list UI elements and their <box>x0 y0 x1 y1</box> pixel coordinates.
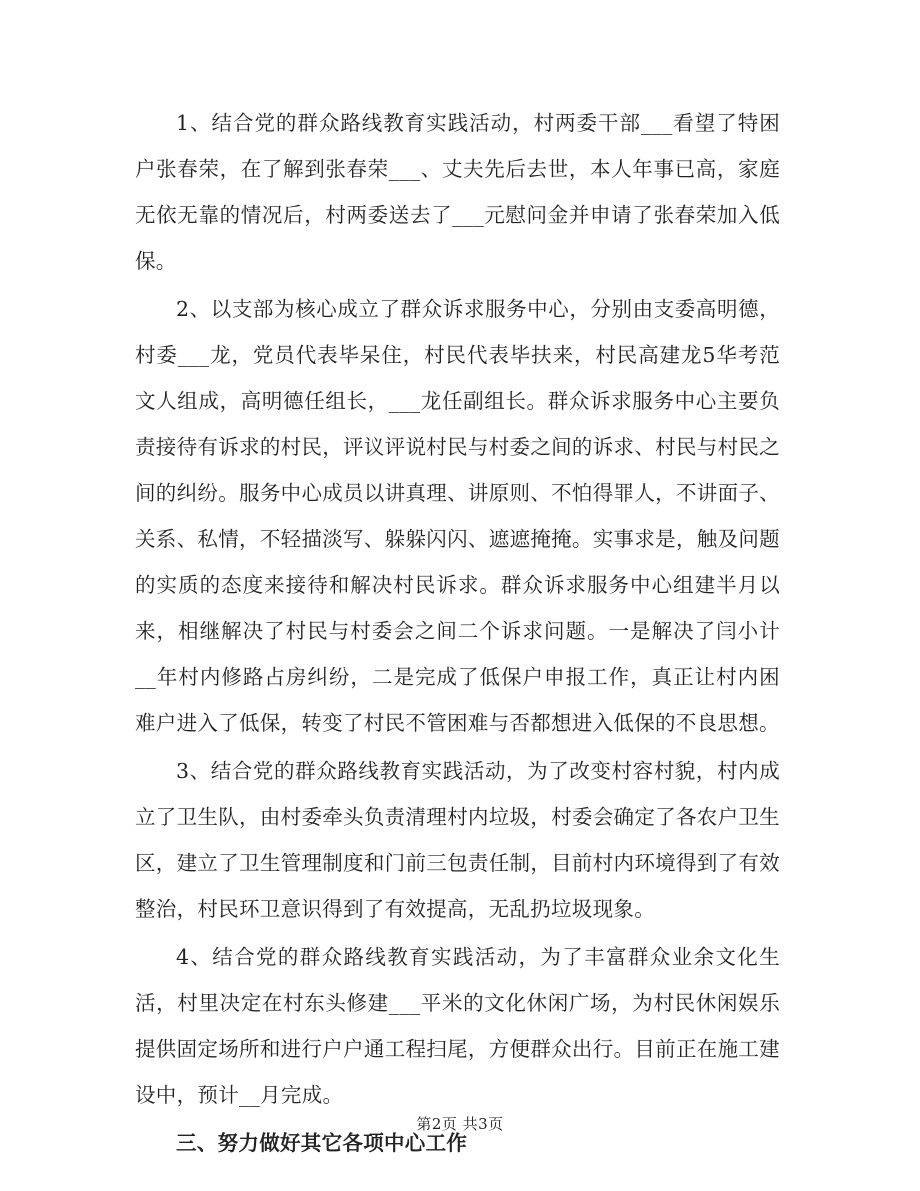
section-heading: 三、努力做好其它各项中心工作 <box>176 1131 468 1155</box>
paragraph-3: 3、结合党的群众路线教育实践活动，为了改变村容村貌，村内成立了卫生队，由村委牵头负责清理村内垃圾，村委会确定了各农户卫生区，建立了卫生管理制度和门前三包责任制，目前村内环境得到了有效整治，村民环卫意识得到了有效提高，无乱扔垃圾现象。 <box>135 759 780 921</box>
paragraph-4: 4、结合党的群众路线教育实践活动，为了丰富群众业余文化生活，村里决定在村东头修建___平米的文化休闲广场，为村民休闲娱乐提供固定场所和进行户户通工程扫尾，方便群众出行。目前正在施工建设中，预计__月完成。 <box>135 945 780 1107</box>
document-body <box>135 100 780 1166</box>
page-footer: 第2页 共3页 <box>416 1115 504 1133</box>
paragraph-1: 1、结合党的群众路线教育实践活动，村两委干部___看望了特困户张春荣，在了解到张春荣___、丈夫先后去世，本人年事已高，家庭无依无靠的情况后，村两委送去了___元慰问金并申请了张春荣加入低保。 <box>135 111 780 273</box>
paragraph-2: 2、以支部为核心成立了群众诉求服务中心，分别由支委高明德，村委___龙，党员代表毕呆住，村民代表毕扶来，村民高建龙5华考范文人组成，高明德任组长，___龙任副组长。群众诉求服务中心主要负责接待有诉求的村民，评议评说村民与村委之间的诉求、村民与村民之间的纠纷。服务中心成员以讲真理、讲原则、不怕得罪人，不讲面子、关系、私情，不轻描淡写、躲躲闪闪、遮遮掩掩。实事求是，触及问题的实质的态度来接待和解决村民诉求。群众诉求服务中心组建半月以来，相继解决了村民与村委会之间二个诉求问题。一是解决了闫小计__年村内修路占房纠纷，二是完成了低保户申报工作，真正让村内困难户进入了低保，转变了村民不管困难与否都想进入低保的不良思想。 <box>135 297 780 735</box>
